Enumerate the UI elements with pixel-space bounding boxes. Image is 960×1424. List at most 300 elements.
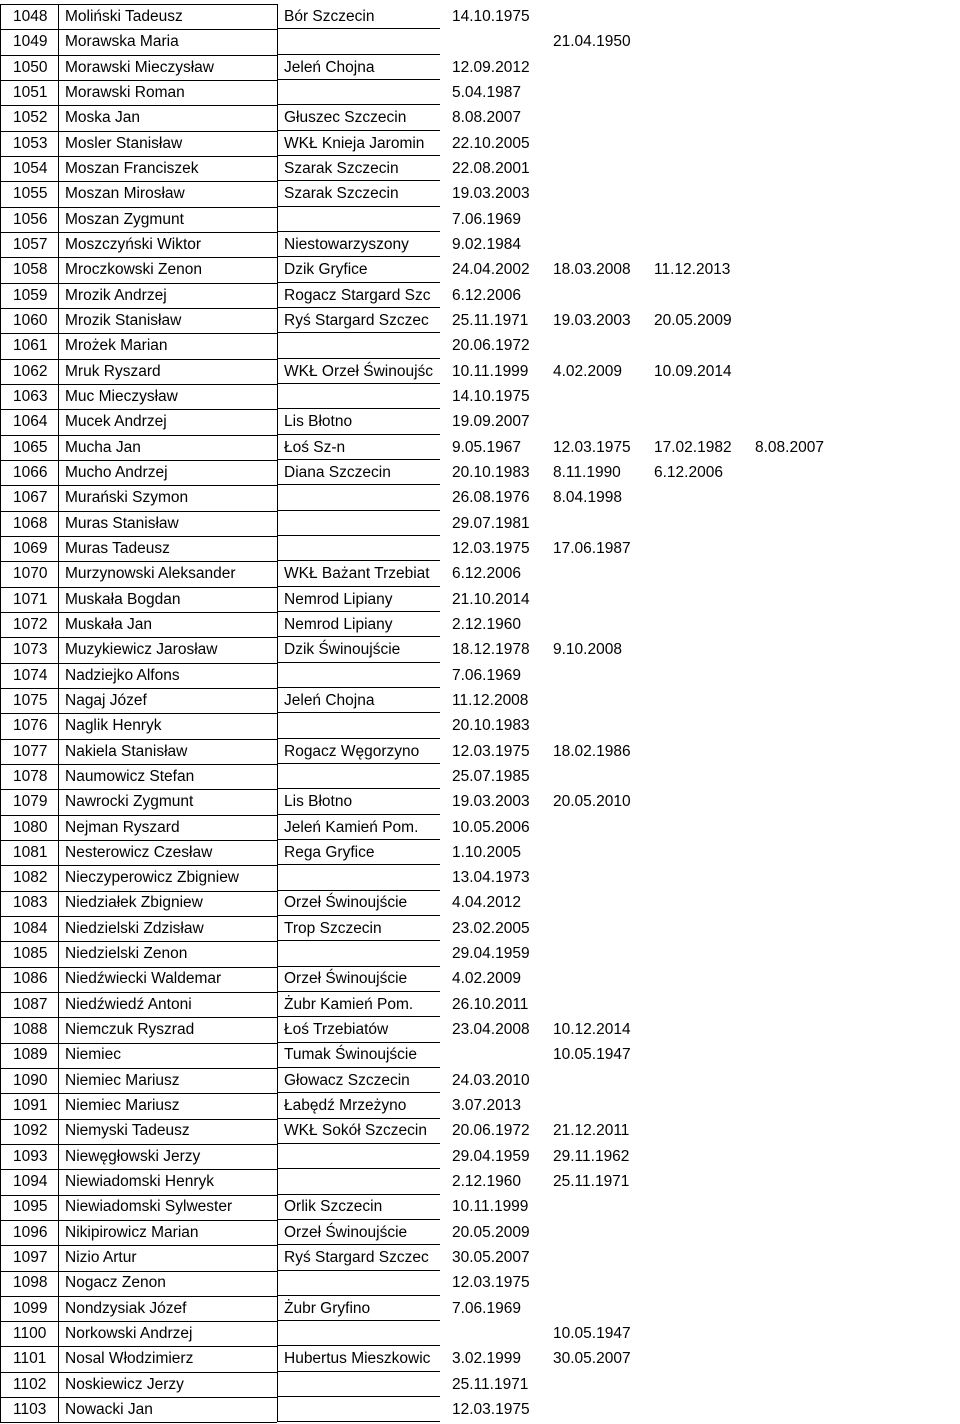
date-3-cell bbox=[642, 561, 743, 586]
member-name: Mrozik Andrzej bbox=[65, 286, 167, 304]
club-name-cell bbox=[277, 637, 440, 662]
date-1-cell bbox=[440, 587, 541, 612]
date-1-cell bbox=[440, 1093, 541, 1118]
date-1-cell bbox=[440, 1220, 541, 1245]
club-name-cell bbox=[277, 688, 440, 713]
date-4-cell bbox=[743, 181, 844, 206]
club-underline bbox=[277, 358, 440, 359]
club-underline bbox=[277, 408, 440, 409]
row-number-cell bbox=[0, 29, 58, 54]
date-1: 10.11.1999 bbox=[452, 1198, 529, 1216]
date-1-cell bbox=[440, 1144, 541, 1169]
member-name: Morawski Mieczysław bbox=[65, 58, 214, 76]
row-number: 1094 bbox=[13, 1173, 48, 1191]
club-name-cell bbox=[277, 359, 440, 384]
row-number: 1058 bbox=[13, 261, 48, 279]
row-number: 1062 bbox=[13, 362, 48, 380]
club-name-cell bbox=[277, 587, 440, 612]
date-2-cell bbox=[541, 435, 642, 460]
date-4-cell bbox=[743, 992, 844, 1017]
table-row bbox=[0, 1220, 960, 1245]
row-number: 1050 bbox=[13, 58, 48, 76]
date-2-cell bbox=[541, 232, 642, 257]
club-name-cell bbox=[277, 840, 440, 865]
club-name-cell bbox=[277, 941, 440, 966]
date-1-cell bbox=[440, 1296, 541, 1321]
member-name-cell bbox=[58, 1194, 277, 1219]
date-4-cell bbox=[743, 536, 844, 561]
grid-line-horizontal bbox=[0, 131, 277, 132]
date-1-cell bbox=[440, 1118, 541, 1143]
club-name-cell bbox=[277, 460, 440, 485]
date-1: 4.04.2012 bbox=[452, 894, 521, 912]
club-name-cell bbox=[277, 1397, 440, 1422]
date-1-cell bbox=[440, 257, 541, 282]
date-2-cell bbox=[541, 1093, 642, 1118]
row-number-cell bbox=[0, 511, 58, 536]
date-1: 1.10.2005 bbox=[452, 843, 521, 861]
member-name: Niedźwiedź Antoni bbox=[65, 995, 192, 1013]
member-name: Mrozik Stanisław bbox=[65, 311, 182, 329]
row-number-cell bbox=[0, 992, 58, 1017]
row-number-cell bbox=[0, 739, 58, 764]
row-number: 1096 bbox=[13, 1223, 48, 1241]
table-row bbox=[0, 485, 960, 510]
club-name-cell bbox=[277, 890, 440, 915]
date-2-cell bbox=[541, 207, 642, 232]
member-name: Nadziejko Alfons bbox=[65, 666, 180, 684]
date-3-cell bbox=[642, 308, 743, 333]
table-row bbox=[0, 1068, 960, 1093]
member-name: Niedzielski Zenon bbox=[65, 945, 188, 963]
date-1-cell bbox=[440, 511, 541, 536]
date-4-cell bbox=[743, 435, 844, 460]
member-name-cell bbox=[58, 1321, 277, 1346]
grid-line-horizontal bbox=[0, 992, 277, 993]
club-name: WKŁ Bażant Trzebiat bbox=[284, 565, 430, 583]
row-number-cell bbox=[0, 460, 58, 485]
date-4-cell bbox=[743, 1068, 844, 1093]
date-2-cell bbox=[541, 1397, 642, 1422]
club-underline bbox=[277, 383, 440, 384]
row-number: 1065 bbox=[13, 438, 48, 456]
member-name-cell bbox=[58, 587, 277, 612]
date-2-cell bbox=[541, 257, 642, 282]
row-number-cell bbox=[0, 359, 58, 384]
date-1: 14.10.1975 bbox=[452, 387, 530, 405]
member-name: Moszan Zygmunt bbox=[65, 210, 184, 228]
club-underline bbox=[277, 890, 440, 891]
member-name: Mucha Jan bbox=[65, 438, 141, 456]
date-1: 12.03.1975 bbox=[452, 742, 530, 760]
date-4-cell bbox=[743, 1321, 844, 1346]
row-number-cell bbox=[0, 663, 58, 688]
club-underline bbox=[277, 1168, 440, 1169]
row-number-cell bbox=[0, 764, 58, 789]
date-1: 20.10.1983 bbox=[452, 463, 530, 481]
grid-line-horizontal bbox=[0, 1296, 277, 1297]
table-row bbox=[0, 1093, 960, 1118]
date-1-cell bbox=[440, 840, 541, 865]
date-2-cell bbox=[541, 55, 642, 80]
date-3-cell bbox=[642, 764, 743, 789]
date-1-cell bbox=[440, 789, 541, 814]
table-row bbox=[0, 232, 960, 257]
club-underline bbox=[277, 915, 440, 916]
club-name-cell bbox=[277, 1270, 440, 1295]
club-name: Ryś Stargard Szczec bbox=[284, 311, 429, 329]
date-3-cell bbox=[642, 1042, 743, 1067]
row-number-cell bbox=[0, 1118, 58, 1143]
grid-line-horizontal bbox=[0, 840, 277, 841]
date-3-cell bbox=[642, 131, 743, 156]
date-1-cell bbox=[440, 156, 541, 181]
row-number: 1059 bbox=[13, 286, 48, 304]
club-underline bbox=[277, 1067, 440, 1068]
table-row bbox=[0, 713, 960, 738]
row-number: 1076 bbox=[13, 717, 48, 735]
club-underline bbox=[277, 155, 440, 156]
club-name: Głowacz Szczecin bbox=[284, 1071, 410, 1089]
member-name: Nondzysiak Józef bbox=[65, 1299, 187, 1317]
grid-line-horizontal bbox=[0, 865, 277, 866]
club-underline bbox=[277, 1244, 440, 1245]
date-3-cell bbox=[642, 4, 743, 29]
club-name-cell bbox=[277, 257, 440, 282]
date-1: 3.02.1999 bbox=[452, 1350, 521, 1368]
club-name-cell bbox=[277, 739, 440, 764]
row-number: 1092 bbox=[13, 1122, 48, 1140]
row-number-cell bbox=[0, 1245, 58, 1270]
date-1: 25.11.1971 bbox=[452, 1375, 529, 1393]
date-1-cell bbox=[440, 485, 541, 510]
table-row bbox=[0, 1270, 960, 1295]
date-3-cell bbox=[642, 232, 743, 257]
member-name: Muskała Bogdan bbox=[65, 590, 181, 608]
table-row bbox=[0, 1017, 960, 1042]
date-1-cell bbox=[440, 359, 541, 384]
date-4-cell bbox=[743, 29, 844, 54]
member-name: Nizio Artur bbox=[65, 1249, 137, 1267]
club-name-cell bbox=[277, 1346, 440, 1371]
date-2: 8.11.1990 bbox=[553, 463, 621, 481]
date-4-cell bbox=[743, 890, 844, 915]
date-4-cell bbox=[743, 1397, 844, 1422]
date-3-cell bbox=[642, 992, 743, 1017]
date-4-cell bbox=[743, 308, 844, 333]
grid-line-horizontal bbox=[0, 891, 277, 892]
member-name-cell bbox=[58, 460, 277, 485]
club-name-cell bbox=[277, 1093, 440, 1118]
date-2: 29.11.1962 bbox=[553, 1147, 630, 1165]
club-underline bbox=[277, 966, 440, 967]
member-name: Niedźwiecki Waldemar bbox=[65, 970, 222, 988]
club-name: Jeleń Chojna bbox=[284, 691, 375, 709]
date-1-cell bbox=[440, 1346, 541, 1371]
date-2: 21.12.2011 bbox=[553, 1122, 630, 1140]
date-1: 7.06.1969 bbox=[452, 1299, 521, 1317]
club-name: Łoś Sz-n bbox=[284, 438, 346, 456]
club-name-cell bbox=[277, 1245, 440, 1270]
table-row bbox=[0, 29, 960, 54]
grid-line-horizontal bbox=[0, 713, 277, 714]
member-name-cell bbox=[58, 1017, 277, 1042]
table-row bbox=[0, 105, 960, 130]
grid-line-horizontal bbox=[0, 308, 277, 309]
date-3-cell bbox=[642, 1321, 743, 1346]
club-underline bbox=[277, 788, 440, 789]
grid-line-horizontal bbox=[0, 283, 277, 284]
club-name-cell bbox=[277, 1169, 440, 1194]
date-4-cell bbox=[743, 764, 844, 789]
date-4-cell bbox=[743, 257, 844, 282]
member-name: Niewiadomski Sylwester bbox=[65, 1198, 233, 1216]
date-4-cell bbox=[743, 713, 844, 738]
row-number: 1057 bbox=[13, 235, 48, 253]
club-name: Orzeł Świnoujście bbox=[284, 1223, 408, 1241]
club-name-cell bbox=[277, 283, 440, 308]
member-name-cell bbox=[58, 941, 277, 966]
row-number-cell bbox=[0, 257, 58, 282]
date-2-cell bbox=[541, 536, 642, 561]
date-1: 14.10.1975 bbox=[452, 8, 530, 25]
member-name-cell bbox=[58, 384, 277, 409]
club-name-cell bbox=[277, 131, 440, 156]
date-1: 29.07.1981 bbox=[452, 514, 530, 532]
club-underline bbox=[277, 1092, 440, 1093]
grid-line-horizontal bbox=[0, 1220, 277, 1221]
date-1: 2.12.1960 bbox=[452, 615, 521, 633]
date-1: 19.03.2003 bbox=[452, 185, 530, 203]
member-name: Mroczkowski Zenon bbox=[65, 261, 202, 279]
row-number: 1081 bbox=[13, 843, 48, 861]
member-name-cell bbox=[58, 333, 277, 358]
club-name-cell bbox=[277, 207, 440, 232]
club-name-cell bbox=[277, 1068, 440, 1093]
club-name-cell bbox=[277, 1017, 440, 1042]
row-number-cell bbox=[0, 1194, 58, 1219]
row-number: 1069 bbox=[13, 539, 48, 557]
table-row bbox=[0, 460, 960, 485]
date-1-cell bbox=[440, 1372, 541, 1397]
club-name-cell bbox=[277, 536, 440, 561]
date-3: 11.12.2013 bbox=[654, 261, 731, 279]
club-underline bbox=[277, 687, 440, 688]
date-1-cell bbox=[440, 536, 541, 561]
club-underline bbox=[277, 1320, 440, 1321]
date-1: 6.12.2006 bbox=[452, 286, 521, 304]
row-number-cell bbox=[0, 409, 58, 434]
member-name: Niedziałek Zbigniew bbox=[65, 894, 203, 912]
date-3-cell bbox=[642, 916, 743, 941]
club-name: Hubertus Mieszkowic bbox=[284, 1350, 431, 1368]
date-1: 10.05.2006 bbox=[452, 818, 530, 836]
date-4-cell bbox=[743, 1093, 844, 1118]
grid-line-horizontal bbox=[0, 232, 277, 233]
row-number: 1061 bbox=[13, 337, 48, 355]
date-4-cell bbox=[743, 1118, 844, 1143]
row-number: 1052 bbox=[13, 109, 48, 127]
date-4-cell bbox=[743, 1017, 844, 1042]
date-2: 17.06.1987 bbox=[553, 539, 631, 557]
member-name-cell bbox=[58, 511, 277, 536]
row-number: 1068 bbox=[13, 514, 48, 532]
row-number: 1063 bbox=[13, 387, 48, 405]
club-name-cell bbox=[277, 1296, 440, 1321]
date-1: 30.05.2007 bbox=[452, 1249, 530, 1267]
row-number-cell bbox=[0, 815, 58, 840]
table-row bbox=[0, 1346, 960, 1371]
date-1: 18.12.1978 bbox=[452, 641, 530, 659]
member-name-cell bbox=[58, 637, 277, 662]
date-2-cell bbox=[541, 156, 642, 181]
date-2: 25.11.1971 bbox=[553, 1173, 630, 1191]
club-name-cell bbox=[277, 485, 440, 510]
member-name: Niemczuk Ryszrad bbox=[65, 1021, 195, 1039]
row-number: 1083 bbox=[13, 894, 48, 912]
row-number: 1087 bbox=[13, 995, 48, 1013]
grid-line-horizontal bbox=[0, 941, 277, 942]
date-2-cell bbox=[541, 1245, 642, 1270]
club-underline bbox=[277, 1143, 440, 1144]
grid-line-horizontal bbox=[0, 181, 277, 182]
club-name-cell bbox=[277, 992, 440, 1017]
grid-line-horizontal bbox=[0, 1169, 277, 1170]
member-name: Naglik Henryk bbox=[65, 717, 162, 735]
member-name: Morawska Maria bbox=[65, 33, 179, 51]
row-number-cell bbox=[0, 105, 58, 130]
member-name: Nikipirowicz Marian bbox=[65, 1223, 199, 1241]
club-name-cell bbox=[277, 713, 440, 738]
date-3-cell bbox=[642, 1169, 743, 1194]
club-name-cell bbox=[277, 308, 440, 333]
table-row bbox=[0, 1169, 960, 1194]
club-underline bbox=[277, 54, 440, 55]
date-4-cell bbox=[743, 283, 844, 308]
row-number: 1101 bbox=[13, 1350, 47, 1368]
table-row bbox=[0, 992, 960, 1017]
date-1: 12.09.2012 bbox=[452, 58, 530, 76]
member-name: Muc Mieczysław bbox=[65, 387, 178, 405]
member-name-cell bbox=[58, 916, 277, 941]
club-underline bbox=[277, 307, 440, 308]
member-name-cell bbox=[58, 29, 277, 54]
date-4-cell bbox=[743, 333, 844, 358]
row-number: 1064 bbox=[13, 413, 48, 431]
date-3: 10.09.2014 bbox=[654, 362, 732, 380]
date-4-cell bbox=[743, 688, 844, 713]
table-row bbox=[0, 865, 960, 890]
date-2-cell bbox=[541, 333, 642, 358]
date-2: 20.05.2010 bbox=[553, 793, 631, 811]
date-4-cell bbox=[743, 1144, 844, 1169]
date-1-cell bbox=[440, 283, 541, 308]
club-underline bbox=[277, 1345, 440, 1346]
club-underline bbox=[277, 459, 440, 460]
row-number-cell bbox=[0, 1346, 58, 1371]
date-3-cell bbox=[642, 29, 743, 54]
date-1: 4.02.2009 bbox=[452, 970, 521, 988]
table-row bbox=[0, 1397, 960, 1422]
date-4-cell bbox=[743, 561, 844, 586]
member-table bbox=[0, 4, 960, 1422]
member-name: Nagaj Józef bbox=[65, 691, 147, 709]
club-name-cell bbox=[277, 156, 440, 181]
member-name: Mruk Ryszard bbox=[65, 362, 161, 380]
date-2-cell bbox=[541, 815, 642, 840]
date-1-cell bbox=[440, 561, 541, 586]
date-4-cell bbox=[743, 1372, 844, 1397]
row-number: 1095 bbox=[13, 1198, 48, 1216]
grid-line-horizontal bbox=[0, 156, 277, 157]
date-2: 4.02.2009 bbox=[553, 362, 622, 380]
date-1-cell bbox=[440, 663, 541, 688]
table-row bbox=[0, 561, 960, 586]
club-name: Szarak Szczecin bbox=[284, 185, 399, 203]
member-name: Moszan Mirosław bbox=[65, 185, 185, 203]
date-2-cell bbox=[541, 764, 642, 789]
date-3-cell bbox=[642, 333, 743, 358]
row-number: 1056 bbox=[13, 210, 48, 228]
date-3-cell bbox=[642, 1245, 743, 1270]
grid-line-horizontal bbox=[0, 1397, 277, 1398]
grid-line-horizontal bbox=[0, 29, 277, 30]
club-name: Rogacz Stargard Szc bbox=[284, 286, 431, 304]
date-1-cell bbox=[440, 739, 541, 764]
grid-line-horizontal bbox=[0, 1093, 277, 1094]
date-2: 10.12.2014 bbox=[553, 1021, 631, 1039]
club-name: WKŁ Knieja Jaromin bbox=[284, 134, 425, 152]
date-2-cell bbox=[541, 713, 642, 738]
date-4-cell bbox=[743, 916, 844, 941]
date-2-cell bbox=[541, 992, 642, 1017]
row-number-cell bbox=[0, 333, 58, 358]
grid-line-horizontal bbox=[0, 739, 277, 740]
row-number-cell bbox=[0, 1017, 58, 1042]
date-3-cell bbox=[642, 739, 743, 764]
member-name-cell bbox=[58, 1245, 277, 1270]
date-1-cell bbox=[440, 105, 541, 130]
grid-line-horizontal bbox=[0, 435, 277, 436]
row-number-cell bbox=[0, 916, 58, 941]
grid-line-horizontal bbox=[0, 536, 277, 537]
date-2-cell bbox=[541, 890, 642, 915]
club-name-cell bbox=[277, 916, 440, 941]
row-number: 1089 bbox=[13, 1046, 48, 1064]
club-underline bbox=[277, 1219, 440, 1220]
grid-line-horizontal bbox=[0, 485, 277, 486]
date-3-cell bbox=[642, 1346, 743, 1371]
date-3-cell bbox=[642, 1118, 743, 1143]
row-number: 1048 bbox=[13, 8, 48, 25]
grid-line-horizontal bbox=[0, 1043, 277, 1044]
date-4-cell bbox=[743, 511, 844, 536]
table-row bbox=[0, 1144, 960, 1169]
date-4-cell bbox=[743, 232, 844, 257]
date-4-cell bbox=[743, 4, 844, 29]
date-1: 13.04.1973 bbox=[452, 869, 530, 887]
club-underline bbox=[277, 1396, 440, 1397]
club-name: Żubr Kamień Pom. bbox=[284, 995, 414, 1013]
date-1: 24.03.2010 bbox=[452, 1071, 530, 1089]
row-number: 1086 bbox=[13, 970, 48, 988]
row-number: 1103 bbox=[13, 1401, 47, 1419]
row-number: 1073 bbox=[13, 641, 48, 659]
date-3-cell bbox=[642, 1093, 743, 1118]
date-2-cell bbox=[541, 485, 642, 510]
club-name-cell bbox=[277, 1321, 440, 1346]
date-1: 9.05.1967 bbox=[452, 438, 521, 456]
